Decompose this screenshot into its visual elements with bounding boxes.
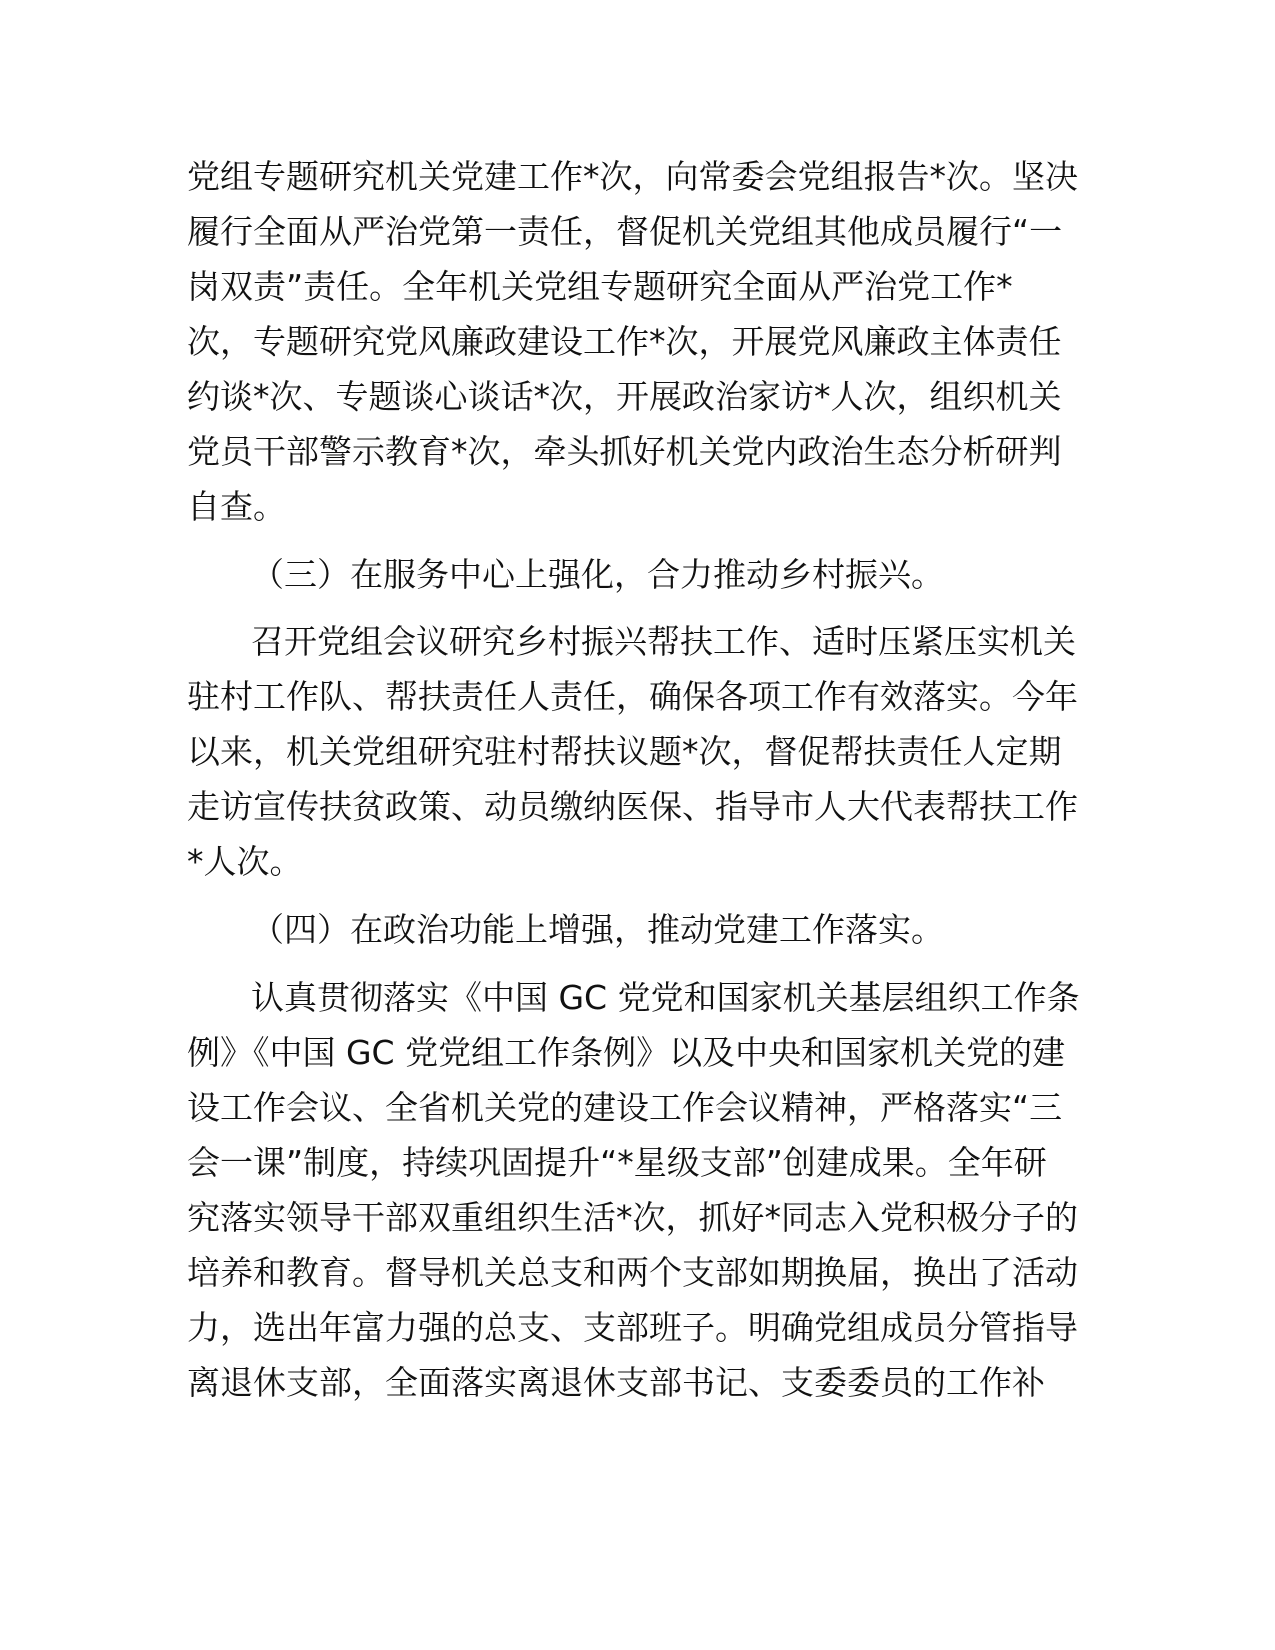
body-text-line: 力，选出年富力强的总支、支部班子。明确党组成员分管指导 [187, 1308, 1078, 1347]
body-text-line: 驻村工作队、帮扶责任人责任，确保各项工作有效落实。今年 [187, 677, 1078, 716]
body-text-line: 培养和教育。督导机关总支和两个支部如期换届，换出了活动 [187, 1253, 1078, 1292]
body-text-line: 例》《中国 GC 党党组工作条例》以及中央和国家机关党的建 [187, 1033, 1066, 1072]
section-heading: （四）在政治功能上增强，推动党建工作落实。 [251, 910, 944, 949]
body-text-line: 设工作会议、全省机关党的建设工作会议精神，严格落实“三 [187, 1088, 1063, 1127]
body-text-line: 约谈*次、专题谈心谈话*次，开展政治家访*人次，组织机关 [187, 377, 1062, 416]
body-text-line: 认真贯彻落实《中国 GC 党党和国家机关基层组织工作条 [251, 978, 1080, 1017]
section-heading: （三）在服务中心上强化，合力推动乡村振兴。 [251, 555, 944, 594]
body-text-line: 党组专题研究机关党建工作*次，向常委会党组报告*次。坚决 [187, 157, 1078, 196]
body-text-line: 会一课”制度，持续巩固提升“*星级支部”创建成果。全年研 [187, 1143, 1047, 1182]
body-text-line: 岗双责”责任。全年机关党组专题研究全面从严治党工作* [187, 267, 1013, 306]
body-text-line: 自查。 [187, 487, 286, 526]
body-text-line: 究落实领导干部双重组织生活*次，抓好*同志入党积极分子的 [187, 1198, 1078, 1237]
body-text-line: 离退休支部，全面落实离退休支部书记、支委委员的工作补 [187, 1363, 1045, 1402]
body-text-line: 以来，机关党组研究驻村帮扶议题*次，督促帮扶责任人定期 [187, 732, 1062, 771]
body-text-line: 走访宣传扶贫政策、动员缴纳医保、指导市人大代表帮扶工作 [187, 787, 1078, 826]
body-text-line: 党员干部警示教育*次，牵头抓好机关党内政治生态分析研判 [187, 432, 1062, 471]
body-text-line: 召开党组会议研究乡村振兴帮扶工作、适时压紧压实机关 [251, 622, 1076, 661]
body-text-line: 履行全面从严治党第一责任，督促机关党组其他成员履行“一 [187, 212, 1063, 251]
body-text-line: 次，专题研究党风廉政建设工作*次，开展党风廉政主体责任 [187, 322, 1062, 361]
body-text-line: *人次。 [187, 842, 303, 881]
